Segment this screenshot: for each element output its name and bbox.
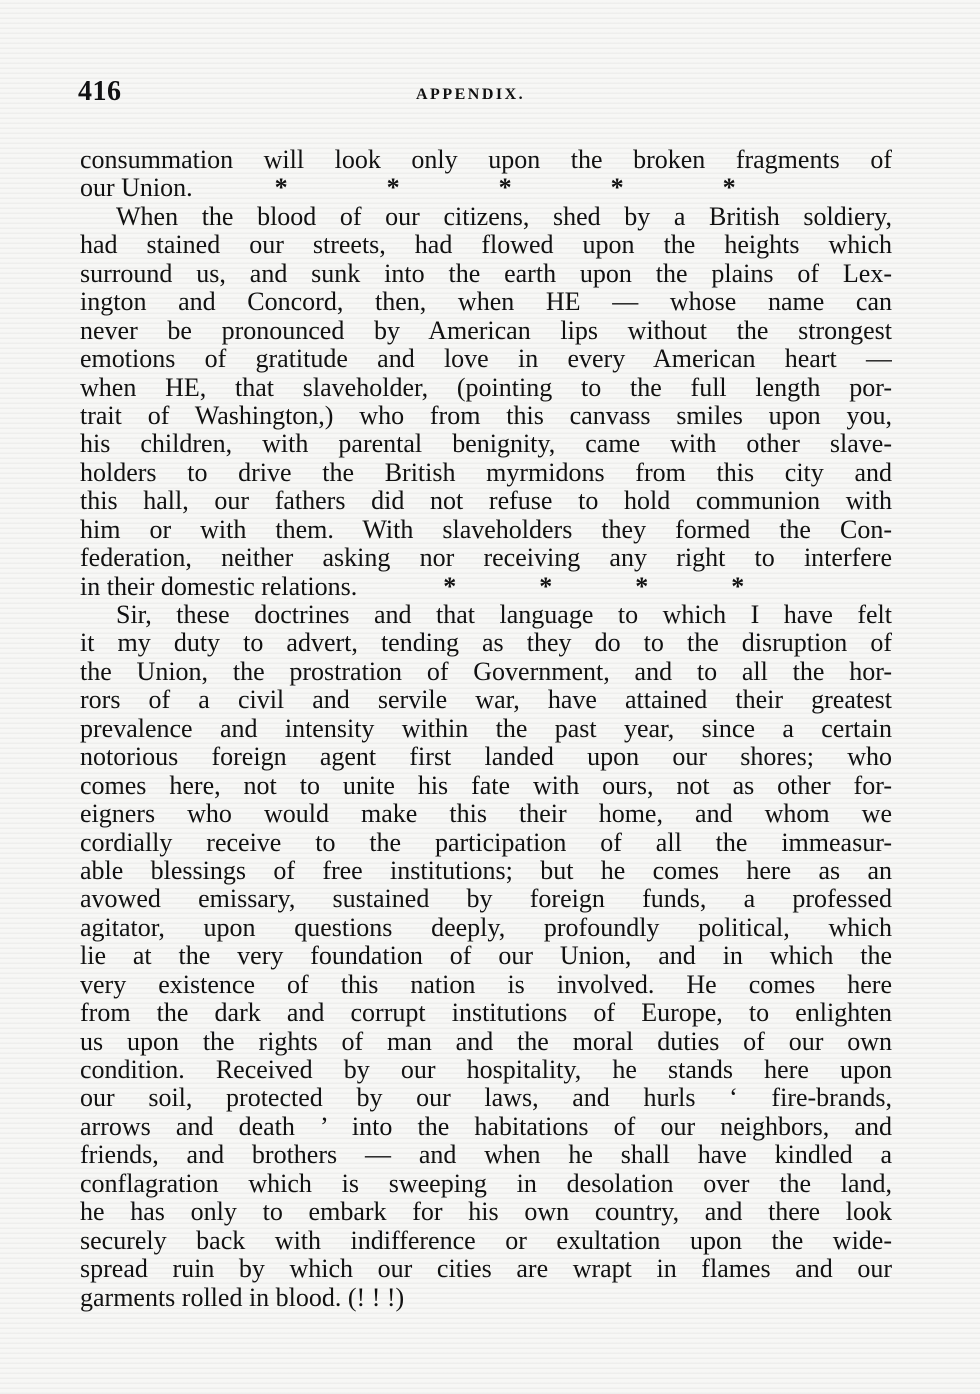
text-line: securely back with indifference or exultation upon the wide- [80, 1226, 892, 1255]
ellipsis-stars [443, 573, 751, 601]
text-line: he has only to embark for his own country, and there look [80, 1198, 892, 1227]
asterisk: * [539, 572, 553, 601]
text-line: very existence of this nation is involved. He comes here [80, 970, 892, 999]
asterisk: * [610, 174, 624, 203]
text-line: our soil, protected by our laws, and hurls ‘ fire-brands, [80, 1084, 892, 1113]
text-line: eigners who would make this their home, and whom we [80, 800, 892, 829]
text-line: him or with them. With slaveholders they formed the Con- [80, 515, 892, 544]
text-line-with-ellipsis [80, 573, 892, 601]
text-line: this hall, our fathers did not refuse to hold communion with [80, 487, 892, 516]
text-line: us upon the rights of man and the moral duties of our own [80, 1027, 892, 1056]
text-line: emotions of gratitude and love in every American heart — [80, 345, 892, 374]
text-line: had stained our streets, had flowed upon the heights which [80, 231, 892, 260]
text-line: when HE, that slaveholder, (pointing to the full length por- [80, 373, 892, 402]
text-line: spread ruin by which our cities are wrapt in flames and our [80, 1255, 892, 1284]
text-line: never be pronounced by American lips without the strongest [80, 316, 892, 345]
page-number: 416 [78, 76, 122, 107]
text-line: his children, with parental benignity, came with other slave- [80, 430, 892, 459]
text-line: federation, neither asking nor receiving any right to interfere [80, 544, 892, 573]
asterisk: * [635, 572, 649, 601]
text-line: When the blood of our citizens, shed by a British soldiery, [116, 202, 892, 231]
text-line: condition. Received by our hospitality, he stands here upon [80, 1056, 892, 1084]
text-line: friends, and brothers — and when he shall have kindled a [80, 1141, 892, 1170]
text-fragment: our Union. [80, 174, 193, 203]
asterisk: * [386, 174, 400, 203]
text-line: garments rolled in blood. (! ! !) [80, 1283, 405, 1312]
text-line: cordially receive to the participation of all the immeasur- [80, 828, 892, 857]
text-line: avowed emissary, sustained by foreign funds, a professed [80, 885, 892, 914]
text-line: prevalence and intensity within the past year, since a certain [80, 714, 892, 743]
text-line: the Union, the prostration of Government, and to all the hor- [80, 657, 892, 686]
text-line: lie at the very foundation of our Union, and in which the [80, 942, 892, 971]
text-line: from the dark and corrupt institutions of Europe, to enlighten [80, 999, 892, 1028]
text-line-with-ellipsis [80, 174, 892, 202]
text-line: Sir, these doctrines and that language to which I have felt [116, 601, 892, 629]
asterisk: * [722, 174, 736, 203]
asterisk: * [731, 572, 745, 601]
text-line: notorious foreign agent first landed upon our shores; who [80, 743, 892, 772]
text-line: comes here, not to unite his fate with ours, not as other for- [80, 771, 892, 800]
text-line: ington and Concord, then, when HE — whose name can [80, 288, 892, 317]
text-fragment: in their domestic relations. [80, 572, 358, 601]
text-line: rors of a civil and servile war, have attained their greatest [80, 686, 892, 715]
text-line: it my duty to advert, tending as they do to the disruption of [80, 629, 892, 658]
text-line: able blessings of free institutions; but he comes here as an [80, 856, 892, 885]
asterisk: * [274, 174, 288, 203]
ellipsis-stars [275, 174, 743, 202]
text-line: surround us, and sunk into the earth upon the plains of Lex- [80, 259, 892, 288]
asterisk: * [498, 174, 512, 203]
text-line: holders to drive the British myrmidons from this city and [80, 458, 892, 487]
text-line: trait of Washington,) who from this canvass smiles upon you, [80, 401, 892, 430]
body-text [80, 146, 892, 1312]
text-line: conflagration which is sweeping in desolation over the land, [80, 1169, 892, 1198]
asterisk: * [443, 572, 457, 601]
text-line: agitator, upon questions deeply, profoundly political, which [80, 913, 892, 942]
running-head: APPENDIX. [416, 86, 526, 103]
text-line: arrows and death ’ into the habitations of our neighbors, and [80, 1112, 892, 1141]
page-header [78, 76, 898, 110]
text-line: consummation will look only upon the broken fragments of [80, 146, 892, 174]
